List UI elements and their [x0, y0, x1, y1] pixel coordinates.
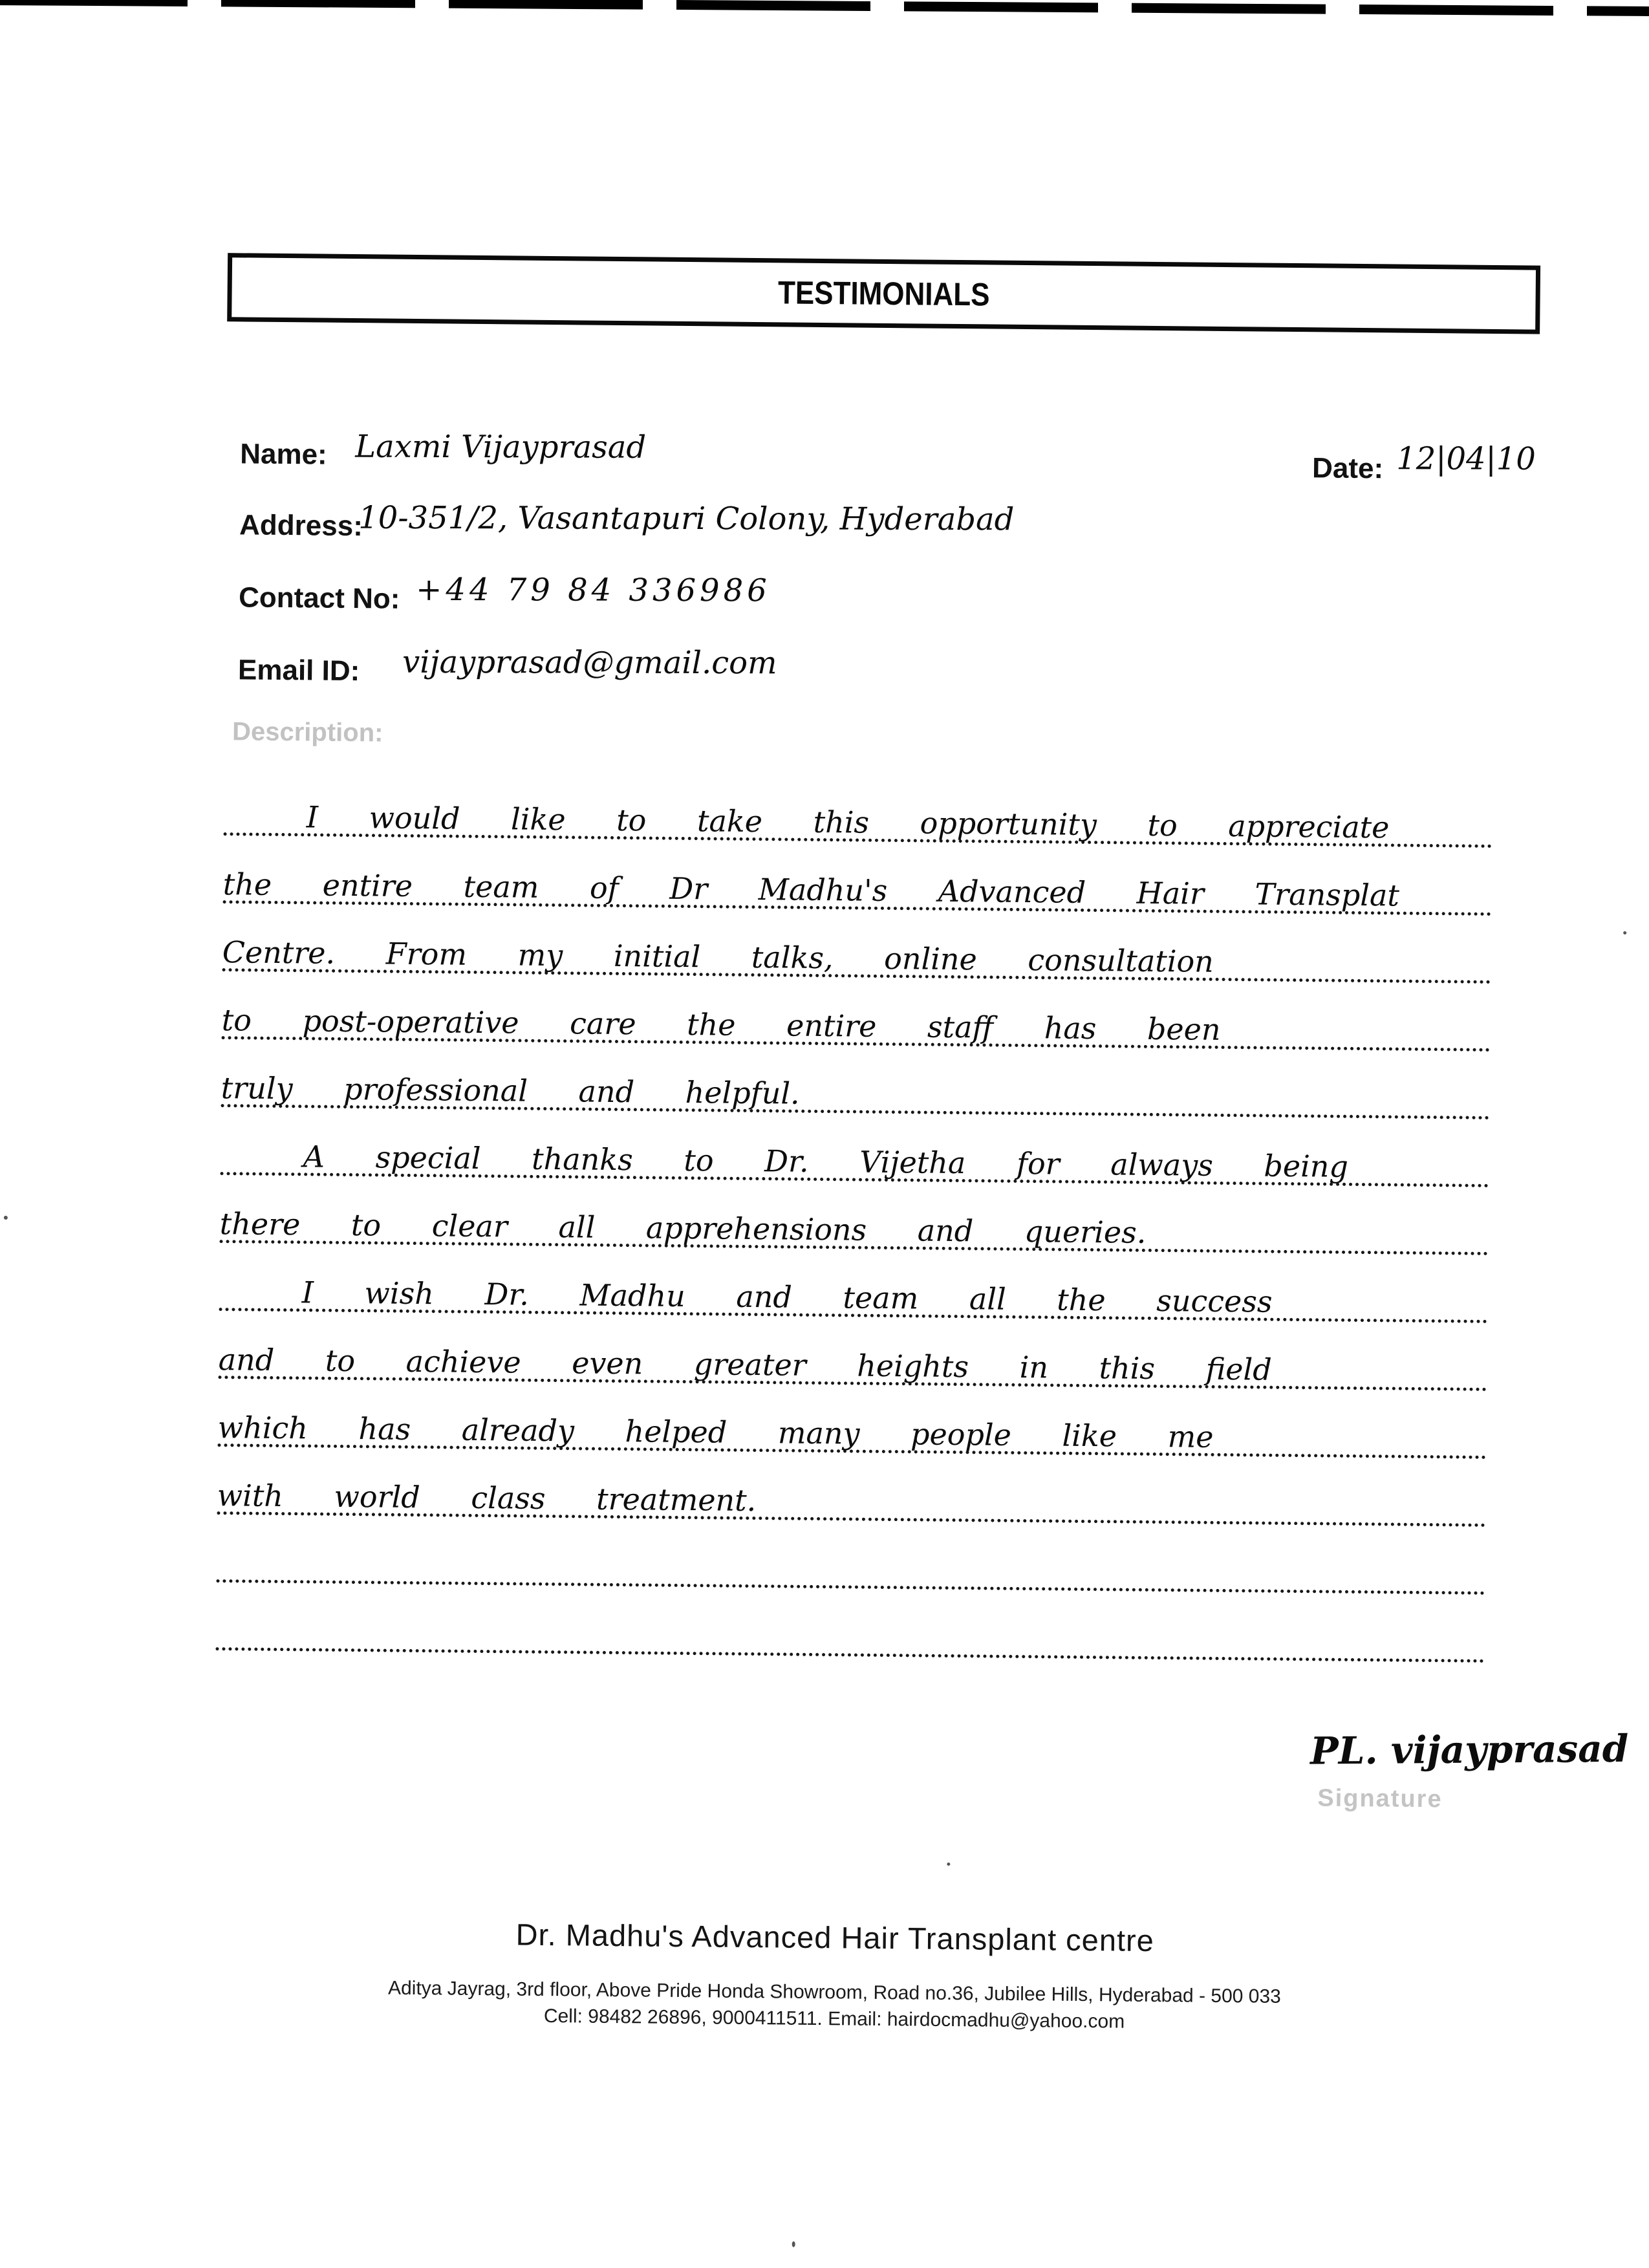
clinic-footer	[188, 1914, 1482, 2038]
signature-handwriting: PL. vijayprasad	[1310, 1726, 1629, 1773]
description-line-text: Centre. From my initial talks, online consultation	[222, 934, 1214, 979]
description-line	[223, 836, 1493, 916]
email-id-value: vijayprasad@gmail.com	[402, 643, 777, 682]
contact-no-label: Contact No:	[238, 581, 400, 615]
page-title: TESTIMONIALS	[777, 274, 990, 313]
scan-speck	[947, 1863, 950, 1866]
address-label: Address:	[239, 509, 363, 543]
description-line-text: truly professional and helpful.	[221, 1070, 800, 1111]
testimonials-header-box	[227, 253, 1540, 334]
description-line-text: A special thanks to Dr. Vijetha for always being	[303, 1139, 1349, 1184]
description-line-text: I wish Dr. Madhu and team all the success	[301, 1275, 1273, 1319]
description-line-text: which has already helped many people like me	[217, 1410, 1214, 1454]
description-line	[219, 1243, 1488, 1323]
description-line-text: the entire team of Dr Madhu's Advanced Hair Transplat	[222, 867, 1400, 913]
description-line-text: with world class treatment.	[217, 1478, 757, 1518]
scan-speck	[792, 2241, 795, 2247]
description-line	[217, 1379, 1487, 1459]
description-line-text: and to achieve even greater heights in this field	[218, 1342, 1272, 1387]
description-line-text: I would like to take this opportunity to appreciate	[306, 799, 1390, 845]
scan-speck	[4, 1216, 8, 1220]
signature-label: Signature	[1317, 1784, 1443, 1813]
description-line	[215, 1582, 1485, 1663]
address-value: 10-351/2, Vasantapuri Colony, Hyderabad	[358, 499, 1015, 538]
description-line	[221, 1039, 1491, 1119]
description-line	[220, 1175, 1489, 1255]
description-lines	[215, 768, 1493, 1663]
description-line	[217, 1447, 1486, 1527]
clinic-contact: Cell: 98482 26896, 9000411511. Email: hairdocmadhu@yahoo.com	[543, 2005, 1125, 2033]
clinic-name: Dr. Madhu's Advanced Hair Transplant centre	[515, 1917, 1155, 1958]
clinic-address: Aditya Jayrag, 3rd floor, Above Pride Honda Showroom, Road no.36, Jubilee Hills, Hyderabad - 500 033	[387, 1977, 1281, 2007]
description-line	[221, 1107, 1490, 1187]
name-label: Name:	[239, 438, 327, 471]
description-line-text: to post-operative care the entire staff has been	[221, 1002, 1221, 1047]
description-line	[222, 903, 1492, 984]
date-label: Date:	[1311, 452, 1384, 485]
contact-no-value: +44 79 84 336986	[416, 571, 771, 609]
email-id-label: Email ID:	[237, 654, 360, 687]
description-line	[218, 1311, 1487, 1391]
description-label: Description:	[232, 717, 383, 748]
description-line	[216, 1515, 1485, 1595]
scan-speck	[1623, 931, 1626, 934]
date-value: 12|04|10	[1396, 440, 1536, 477]
description-line	[224, 768, 1493, 848]
name-value: Laxmi Vijayprasad	[355, 428, 647, 466]
description-line-text: there to clear all apprehensions and queries.	[219, 1206, 1147, 1250]
description-line	[222, 971, 1491, 1052]
